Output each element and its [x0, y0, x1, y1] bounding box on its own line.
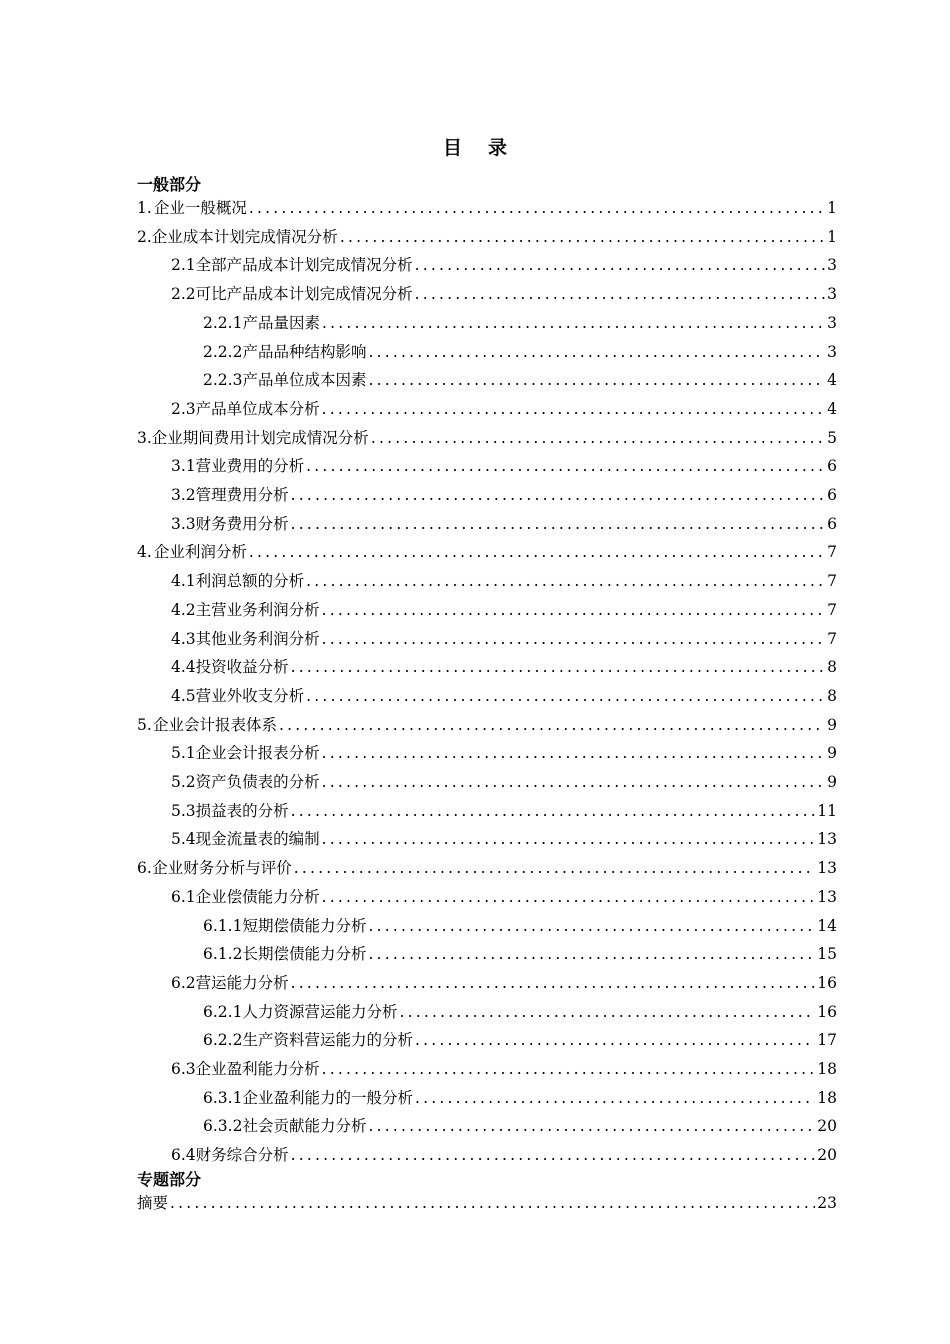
dot-leader — [415, 1028, 815, 1052]
toc-entry-page-number: 7 — [827, 572, 837, 591]
toc-entry-title: 企业盈利能力的一般分析 — [242, 1088, 413, 1107]
toc-entry-page-number: 4 — [827, 399, 837, 418]
toc-entry[interactable] — [137, 827, 837, 851]
toc-entry-page-number: 18 — [817, 1088, 837, 1107]
dot-leader — [322, 598, 825, 622]
toc-entry-title: 产品单位成本因素 — [242, 371, 367, 390]
toc-entry-title: 财务费用分析 — [195, 514, 289, 533]
toc-entry-number: 4.4 — [171, 658, 196, 677]
dot-leader — [322, 311, 825, 335]
toc-entry-page-number: 4 — [827, 371, 837, 390]
toc-entry[interactable] — [137, 540, 837, 564]
toc-entry-page-number: 3 — [827, 342, 837, 361]
toc-entry-page-number: 6 — [827, 457, 837, 476]
dot-leader — [306, 569, 825, 593]
toc-entry-number: 5.1 — [171, 744, 196, 763]
toc-entry-number: 4.2 — [171, 600, 196, 619]
dot-leader — [322, 885, 816, 909]
dot-leader — [399, 1000, 815, 1024]
toc-entry-number: 6. — [137, 859, 152, 878]
dot-leader — [368, 368, 825, 392]
toc-entry[interactable] — [137, 368, 837, 392]
toc-entry-title: 利润总额的分析 — [195, 572, 305, 591]
toc-entry-number: 5. — [137, 715, 152, 734]
toc-entry-page-number: 6 — [827, 486, 837, 504]
toc-entry-page-number: 9 — [827, 773, 837, 791]
toc-entry-number: 2. — [137, 227, 152, 246]
toc-entry[interactable] — [137, 971, 837, 995]
toc-entry-page-number: 14 — [817, 916, 837, 935]
dot-leader — [368, 1114, 815, 1138]
toc-entry[interactable] — [137, 1143, 837, 1167]
toc-entry[interactable] — [137, 426, 837, 450]
toc-entry-title: 企业会计报表分析 — [195, 744, 320, 763]
toc-entry-title: 财务综合分析 — [195, 1146, 289, 1165]
toc-entry[interactable] — [137, 885, 837, 909]
toc-entry-number: 6.2.2 — [203, 1031, 243, 1050]
toc-entry-title: 企业成本计划完成情况分析 — [151, 227, 338, 246]
toc-entry-page-number: 17 — [817, 1031, 837, 1050]
toc-entry-title: 企业偿债能力分析 — [195, 887, 320, 906]
dot-leader — [306, 684, 825, 708]
toc-entry[interactable] — [137, 942, 837, 966]
toc-title-right: 录 — [488, 137, 508, 159]
dot-leader — [249, 540, 825, 564]
toc-entry-title: 主营业务利润分析 — [195, 600, 320, 619]
dot-leader — [291, 512, 825, 536]
dot-leader — [170, 1191, 815, 1215]
toc-entry-page-number: 13 — [817, 830, 837, 849]
toc-entry-page-number: 7 — [827, 629, 837, 648]
toc-entry-number: 3.1 — [171, 457, 196, 476]
toc-entry-page-number: 3 — [827, 285, 837, 304]
toc-title-left: 目 — [442, 137, 462, 159]
toc-entry-title: 企业财务分析与评价 — [152, 859, 292, 878]
toc-entry-title: 产品品种结构影响 — [242, 342, 367, 361]
toc-entry-page-number: 3 — [827, 256, 837, 275]
toc-entry-number: 3. — [137, 428, 152, 447]
toc-entry-page-number: 7 — [827, 600, 837, 619]
dot-leader — [306, 454, 825, 478]
toc-entry-title: 现金流量表的编制 — [195, 830, 320, 849]
toc-entry[interactable] — [137, 713, 837, 737]
toc-entry-page-number: 20 — [817, 1146, 837, 1165]
toc-entry-number: 4.5 — [171, 686, 196, 705]
dot-leader — [415, 253, 825, 277]
toc-entry-number: 5.2 — [171, 773, 196, 791]
toc-entry[interactable] — [137, 512, 837, 536]
toc-entry[interactable] — [137, 397, 837, 421]
toc-entry-page-number: 20 — [817, 1117, 837, 1136]
toc-entry-title: 营运能力分析 — [195, 973, 289, 992]
toc-entry-title: 产品单位成本分析 — [195, 399, 320, 418]
toc-entry[interactable] — [137, 253, 837, 277]
section-heading: 专题部分 — [137, 1170, 202, 1189]
toc-entry-number: 3.2 — [171, 486, 196, 504]
toc-entry-page-number: 1 — [827, 199, 837, 217]
toc-entry-number: 2.1 — [171, 256, 196, 275]
toc-entry-number: 6.1.2 — [203, 945, 243, 964]
toc-entry-page-number: 16 — [817, 973, 837, 992]
toc-entry-page-number: 5 — [827, 428, 837, 447]
toc-entry[interactable] — [137, 1191, 837, 1215]
toc-entry[interactable] — [137, 799, 837, 823]
toc-entry-page-number: 16 — [817, 1002, 837, 1021]
toc-entry-number: 3.3 — [171, 514, 196, 533]
toc-entry-number: 5.3 — [171, 801, 196, 820]
toc-entry-title: 企业会计报表体系 — [152, 715, 277, 734]
toc-entry-title: 人力资源营运能力分析 — [242, 1002, 398, 1021]
toc-entry[interactable] — [137, 225, 837, 249]
toc-entry-page-number: 13 — [817, 887, 837, 906]
toc-entry[interactable] — [137, 1114, 837, 1138]
toc-entry-number: 6.3.2 — [203, 1117, 243, 1136]
dot-leader — [368, 914, 815, 938]
toc-entry[interactable] — [137, 741, 837, 765]
toc-entry-title: 企业一般概况 — [153, 199, 247, 217]
dot-leader — [291, 483, 825, 507]
dot-leader — [322, 397, 825, 421]
toc-entry-page-number: 8 — [827, 658, 837, 677]
toc-entry-page-number: 8 — [827, 686, 837, 705]
toc-entry-page-number: 9 — [827, 744, 837, 763]
toc-entry-title: 资产负债表的分析 — [195, 773, 320, 791]
toc-entry[interactable] — [137, 627, 837, 651]
toc-entry-page-number: 6 — [827, 514, 837, 533]
toc-entry-page-number: 9 — [827, 715, 837, 734]
toc-entry-page-number: 23 — [817, 1194, 837, 1212]
toc-entry[interactable] — [137, 684, 837, 708]
toc-entry-number: 6.1.1 — [203, 916, 243, 935]
dot-leader — [322, 770, 825, 794]
toc-entry-page-number: 18 — [817, 1060, 837, 1078]
toc-entry-title: 生产资料营运能力的分析 — [242, 1031, 413, 1050]
toc-entry[interactable] — [137, 311, 837, 335]
toc-entry-number: 6.2 — [171, 973, 196, 992]
toc-entry[interactable] — [137, 483, 837, 507]
toc-entry[interactable] — [137, 770, 837, 794]
toc-entry[interactable] — [137, 1028, 837, 1052]
toc-entry-number: 2.3 — [171, 399, 196, 418]
toc-entry-title: 营业外收支分析 — [195, 686, 305, 705]
toc-entry-title: 损益表的分析 — [195, 801, 289, 820]
toc-entry[interactable] — [137, 598, 837, 622]
toc-entry[interactable] — [137, 655, 837, 679]
toc-entry-number: 2.2.2 — [203, 342, 243, 361]
toc-entry-number: 4.3 — [171, 629, 196, 648]
toc-entry-number: 4. — [137, 543, 152, 562]
dot-leader — [291, 971, 816, 995]
toc-entry-number: 5.4 — [171, 830, 196, 849]
dot-leader — [340, 225, 825, 249]
toc-entry-title: 企业盈利能力分析 — [195, 1060, 320, 1078]
dot-leader — [371, 426, 825, 450]
dot-leader — [322, 1057, 816, 1081]
toc-entry-title: 管理费用分析 — [195, 486, 289, 504]
dot-leader — [415, 282, 825, 306]
section-heading: 一般部分 — [137, 175, 202, 194]
toc-entry-number: 6.1 — [171, 887, 196, 906]
toc-entry-page-number: 7 — [827, 543, 837, 562]
toc-entry[interactable] — [137, 569, 837, 593]
toc-entry-title: 其他业务利润分析 — [195, 629, 320, 648]
toc-entry-page-number: 11 — [817, 801, 837, 820]
toc-entry-title: 营业费用的分析 — [195, 457, 305, 476]
toc-entry-title: 短期偿债能力分析 — [242, 916, 367, 935]
toc-entry-number: 2.2 — [171, 285, 196, 304]
toc-entry-number: 1. — [137, 199, 152, 217]
toc-entry[interactable] — [137, 454, 837, 478]
toc-entry[interactable] — [137, 1057, 837, 1081]
toc-entry-number: 6.3 — [171, 1060, 196, 1078]
toc-entry-number: 2.2.3 — [203, 371, 243, 390]
dot-leader — [291, 655, 825, 679]
toc-entry-title: 企业利润分析 — [153, 543, 247, 562]
toc-entry-number: 6.2.1 — [203, 1002, 243, 1021]
toc-entry[interactable] — [137, 340, 837, 364]
toc-entry[interactable] — [137, 196, 837, 220]
toc-entry[interactable] — [137, 1000, 837, 1024]
toc-entry-page-number: 3 — [827, 313, 837, 332]
toc-entry[interactable] — [137, 856, 837, 880]
dot-leader — [368, 340, 825, 364]
dot-leader — [279, 713, 825, 737]
toc-entry-title: 社会贡献能力分析 — [242, 1117, 367, 1136]
toc-entry-number: 2.2.1 — [203, 313, 243, 332]
toc-title — [0, 133, 950, 160]
dot-leader — [294, 856, 816, 880]
toc-entry-title: 投资收益分析 — [195, 658, 289, 677]
dot-leader — [322, 627, 825, 651]
toc-entry-title: 摘要 — [137, 1194, 169, 1212]
toc-entry-title: 可比产品成本计划完成情况分析 — [195, 285, 413, 304]
dot-leader — [415, 1086, 815, 1110]
toc-entry[interactable] — [137, 914, 837, 938]
dot-leader — [368, 942, 815, 966]
toc-entry-title: 产品量因素 — [242, 313, 320, 332]
toc-entry-page-number: 15 — [817, 945, 837, 964]
dot-leader — [291, 1143, 816, 1167]
toc-entry-title: 企业期间费用计划完成情况分析 — [151, 428, 369, 447]
toc-entry-page-number: 13 — [817, 859, 837, 878]
toc-entry-number: 6.4 — [171, 1146, 196, 1165]
dot-leader — [322, 741, 825, 765]
dot-leader — [249, 196, 825, 220]
toc-entry-title: 长期偿债能力分析 — [242, 945, 367, 964]
dot-leader — [291, 799, 816, 823]
toc-entry-number: 6.3.1 — [203, 1088, 243, 1107]
toc-entry[interactable] — [137, 282, 837, 306]
toc-entry-title: 全部产品成本计划完成情况分析 — [195, 256, 413, 275]
toc-entry-number: 4.1 — [171, 572, 196, 591]
toc-entry[interactable] — [137, 1086, 837, 1110]
dot-leader — [322, 827, 816, 851]
toc-entry-page-number: 1 — [827, 227, 837, 246]
